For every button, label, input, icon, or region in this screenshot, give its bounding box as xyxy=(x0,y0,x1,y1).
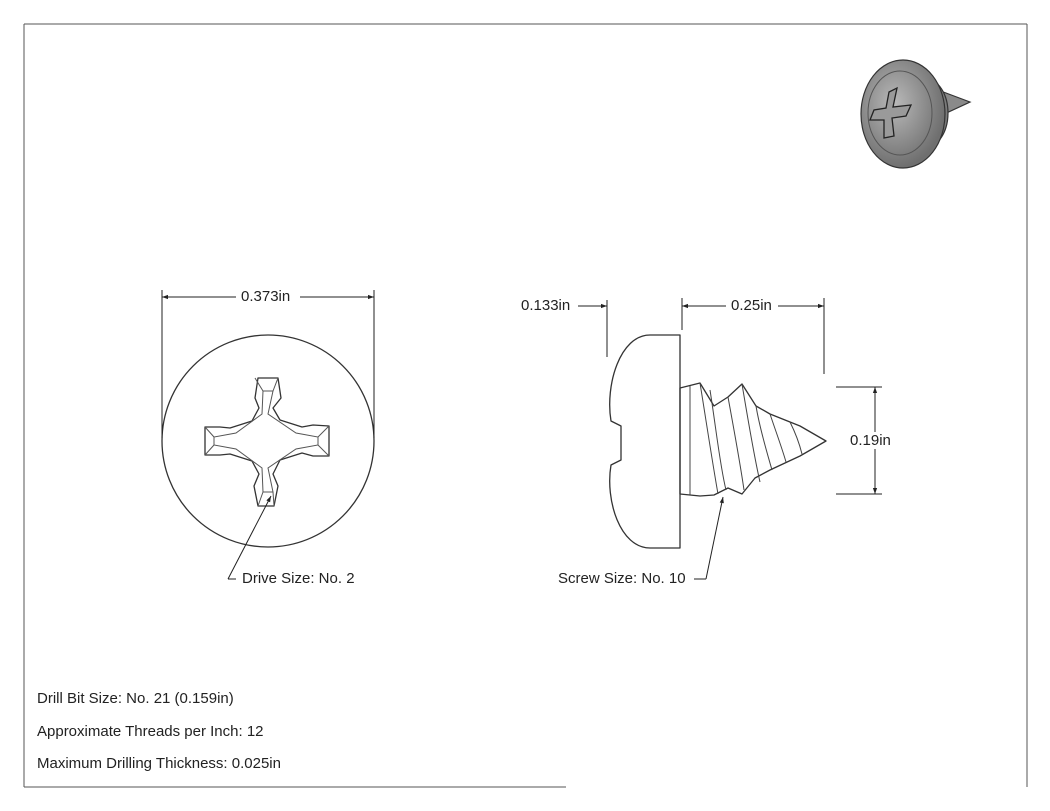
front-view xyxy=(162,290,374,579)
head-height-label: 0.133in xyxy=(521,297,571,314)
drive-size-leader xyxy=(228,496,271,579)
thread-lines xyxy=(690,383,802,495)
threads-per-inch-note: Approximate Threads per Inch: 12 xyxy=(37,723,264,740)
length-label: 0.25in xyxy=(731,297,772,314)
screw-head-profile xyxy=(610,335,680,548)
phillips-recess xyxy=(205,378,329,506)
screw-shank xyxy=(680,383,826,496)
screw-size-leader xyxy=(694,497,723,579)
drill-bit-note: Drill Bit Size: No. 21 (0.159in) xyxy=(37,690,234,707)
thread-diameter-label: 0.19in xyxy=(850,432,891,449)
drive-size-label: Drive Size: No. 2 xyxy=(242,570,355,587)
head-height-dimension xyxy=(578,300,607,357)
diameter-label: 0.373in xyxy=(241,288,291,305)
diameter-dimension xyxy=(162,290,374,438)
phillips-recess-inner xyxy=(214,391,318,492)
max-thickness-note: Maximum Drilling Thickness: 0.025in xyxy=(37,755,281,772)
isometric-view xyxy=(861,60,970,168)
screw-head-outline xyxy=(162,335,374,547)
side-view xyxy=(578,298,882,579)
screw-size-label: Screw Size: No. 10 xyxy=(558,570,686,587)
